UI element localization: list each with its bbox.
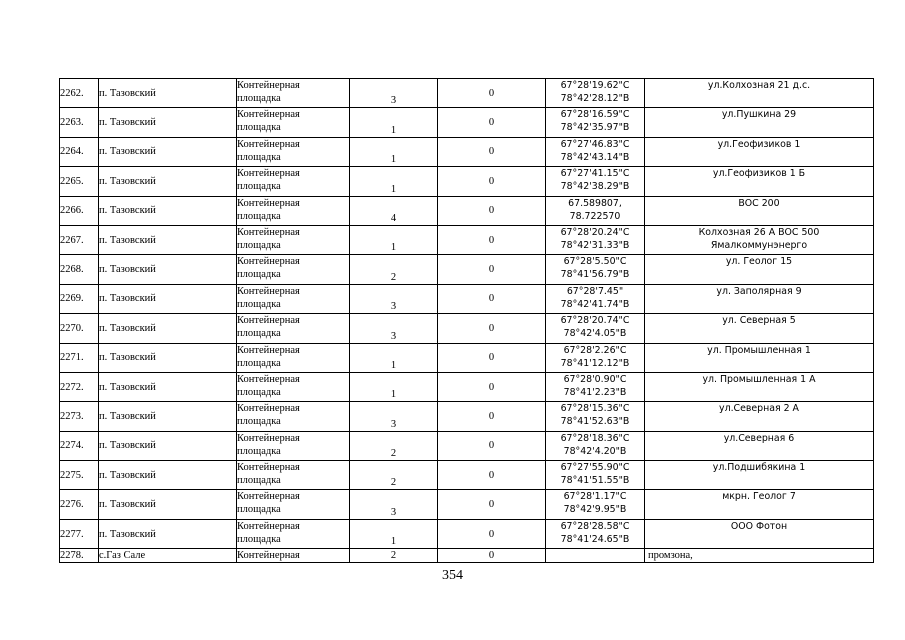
row-number-text: 2266. xyxy=(60,205,84,217)
settlement-cell-text: п. Тазовский xyxy=(99,322,156,334)
container-count-cell-text: 1 xyxy=(390,183,397,195)
row-number-text: 2272. xyxy=(60,381,84,393)
coordinates-cell-text: 78°42'9.95"В xyxy=(563,504,627,516)
coordinates-cell-text: 67°28'20.24"С xyxy=(560,226,630,238)
zero-cell-text: 0 xyxy=(488,87,495,99)
object-type-cell-text: Контейнерная xyxy=(237,491,300,503)
settlement-cell xyxy=(99,519,237,548)
object-type-cell-text: Контейнерная xyxy=(237,80,300,91)
coordinates-cell-text: 78°42'38.29"В xyxy=(560,181,630,193)
table-row xyxy=(60,519,874,548)
settlement-cell-text: п. Тазовский xyxy=(99,528,156,540)
address-cell-text: ул.Геофизиков 1 xyxy=(717,138,801,150)
settlement-cell xyxy=(99,225,237,254)
table-row xyxy=(60,108,874,137)
object-type-cell xyxy=(237,255,350,284)
settlement-cell-text: п. Тазовский xyxy=(99,381,156,393)
coordinates-cell-text: 78°41'12.12"В xyxy=(560,357,630,369)
coordinates-cell-text: 67°28'15.36"С xyxy=(560,403,630,415)
settlement-cell xyxy=(99,343,237,372)
zero-cell-text: 0 xyxy=(488,550,495,562)
container-count-cell-text: 2 xyxy=(390,550,397,562)
zero-cell xyxy=(438,196,546,225)
object-type-cell-text: площадка xyxy=(237,93,281,104)
row-number-text: 2268. xyxy=(60,264,84,276)
zero-cell xyxy=(438,167,546,196)
coordinates-cell-text: 67°27'55.90"С xyxy=(560,462,630,474)
settlement-cell-text: п. Тазовский xyxy=(99,87,156,99)
row-number xyxy=(60,167,99,196)
zero-cell-text: 0 xyxy=(488,528,495,540)
container-count-cell-text: 1 xyxy=(390,536,397,548)
zero-cell-text: 0 xyxy=(488,381,495,393)
object-type-cell-text: Контейнерная xyxy=(237,462,300,474)
object-type-cell-text: площадка xyxy=(237,122,281,134)
coordinates-cell xyxy=(546,461,645,490)
zero-cell xyxy=(438,225,546,254)
settlement-cell-text: п. Тазовский xyxy=(99,175,156,187)
object-type-cell xyxy=(237,196,350,225)
table-row xyxy=(60,167,874,196)
page-number: 354 xyxy=(442,568,463,583)
settlement-cell-text: с.Газ Сале xyxy=(99,550,146,562)
address-cell-text: ООО Фотон xyxy=(730,520,788,532)
settlement-cell-text: п. Тазовский xyxy=(99,264,156,276)
object-type-cell xyxy=(237,549,350,563)
zero-cell-text: 0 xyxy=(488,499,495,511)
coordinates-cell-text: 67°28'0.90"С xyxy=(563,373,627,385)
container-count-cell-text: 1 xyxy=(390,242,397,254)
address-cell xyxy=(645,431,874,460)
object-type-cell-text: площадка xyxy=(237,475,281,487)
settlement-cell xyxy=(99,167,237,196)
container-count-cell xyxy=(350,372,438,401)
coordinates-cell xyxy=(546,137,645,166)
settlement-cell-text: п. Тазовский xyxy=(99,117,156,129)
row-number-text: 2276. xyxy=(60,499,84,511)
coordinates-cell xyxy=(546,108,645,137)
coordinates-cell-text: 78°41'2.23"В xyxy=(563,386,627,398)
object-type-cell xyxy=(237,314,350,343)
address-cell-text: Ямалкоммунэнерго xyxy=(710,239,808,251)
zero-cell xyxy=(438,431,546,460)
coordinates-cell xyxy=(546,314,645,343)
address-cell xyxy=(645,343,874,372)
coordinates-cell-text: 78°42'35.97"В xyxy=(560,122,630,134)
address-cell xyxy=(645,314,874,343)
object-type-cell-text: площадка xyxy=(237,357,281,369)
address-cell-text: ул.Геофизиков 1 Б xyxy=(712,168,806,180)
container-count-cell-text: 1 xyxy=(390,124,397,136)
settlement-cell-text: п. Тазовский xyxy=(99,146,156,158)
zero-cell-text: 0 xyxy=(488,234,495,246)
zero-cell xyxy=(438,549,546,563)
object-type-cell-text: Контейнерная xyxy=(237,315,300,327)
object-type-cell-text: Контейнерная xyxy=(237,373,300,385)
zero-cell-text: 0 xyxy=(488,117,495,129)
coordinates-cell xyxy=(546,519,645,548)
address-cell-text: ул.Колхозная 21 д.с. xyxy=(707,80,811,91)
coordinates-cell xyxy=(546,284,645,313)
zero-cell-text: 0 xyxy=(488,440,495,452)
container-count-cell xyxy=(350,431,438,460)
object-type-cell-text: площадка xyxy=(237,504,281,516)
coordinates-cell xyxy=(546,196,645,225)
coordinates-cell-text: 67.589807, xyxy=(568,197,622,209)
object-type-cell-text: площадка xyxy=(237,416,281,428)
address-cell xyxy=(645,255,874,284)
zero-cell xyxy=(438,108,546,137)
row-number xyxy=(60,372,99,401)
object-type-cell-text: площадка xyxy=(237,181,281,193)
settlement-cell xyxy=(99,284,237,313)
settlement-cell xyxy=(99,431,237,460)
container-count-cell-text: 2 xyxy=(390,271,397,283)
object-type-cell xyxy=(237,108,350,137)
container-count-cell-text: 3 xyxy=(390,95,397,107)
settlement-cell xyxy=(99,255,237,284)
coordinates-cell xyxy=(546,431,645,460)
object-type-cell xyxy=(237,225,350,254)
container-count-cell xyxy=(350,314,438,343)
object-type-cell-text: Контейнерная xyxy=(237,432,300,444)
object-type-cell-text: Контейнерная xyxy=(237,138,300,150)
object-type-cell-text: площадка xyxy=(237,269,281,281)
zero-cell xyxy=(438,137,546,166)
object-type-cell xyxy=(237,79,350,108)
address-cell xyxy=(645,225,874,254)
settlement-cell-text: п. Тазовский xyxy=(99,469,156,481)
address-cell-text: ул.Подшибякина 1 xyxy=(712,462,806,474)
object-type-cell xyxy=(237,343,350,372)
container-count-cell xyxy=(350,284,438,313)
settlement-cell xyxy=(99,402,237,431)
settlement-cell-text: п. Тазовский xyxy=(99,440,156,452)
address-cell-text: ВОС 200 xyxy=(738,197,780,209)
zero-cell xyxy=(438,490,546,519)
row-number xyxy=(60,343,99,372)
row-number xyxy=(60,549,99,563)
zero-cell xyxy=(438,402,546,431)
settlement-cell-text: п. Тазовский xyxy=(99,234,156,246)
address-cell-text: промзона, xyxy=(648,550,693,562)
zero-cell xyxy=(438,284,546,313)
address-cell xyxy=(645,284,874,313)
zero-cell-text: 0 xyxy=(488,410,495,422)
coordinates-cell-text: 78.722570 xyxy=(569,210,621,222)
container-count-cell xyxy=(350,137,438,166)
row-number-text: 2270. xyxy=(60,322,84,334)
address-cell xyxy=(645,402,874,431)
row-number-text: 2269. xyxy=(60,293,84,305)
row-number-text: 2264. xyxy=(60,146,84,158)
container-count-cell xyxy=(350,402,438,431)
row-number xyxy=(60,402,99,431)
coordinates-cell-text: 67°28'18.36"С xyxy=(560,432,630,444)
coordinates-cell-text: 78°42'28.12"В xyxy=(560,93,630,104)
table-row xyxy=(60,314,874,343)
settlement-cell-text: п. Тазовский xyxy=(99,410,156,422)
address-cell xyxy=(645,461,874,490)
object-type-cell-text: площадка xyxy=(237,239,281,251)
address-cell-text: ул. Заполярная 9 xyxy=(716,285,802,297)
row-number-text: 2263. xyxy=(60,117,84,129)
object-type-cell-text: Контейнерная xyxy=(237,344,300,356)
address-cell-text: ул.Пушкина 29 xyxy=(721,109,797,121)
address-cell xyxy=(645,372,874,401)
coordinates-cell-text: 78°41'52.63"В xyxy=(560,416,630,428)
address-cell xyxy=(645,137,874,166)
row-number xyxy=(60,519,99,548)
row-number-text: 2275. xyxy=(60,469,84,481)
row-number-text: 2262. xyxy=(60,87,84,99)
address-cell xyxy=(645,519,874,548)
container-count-cell xyxy=(350,490,438,519)
container-count-cell xyxy=(350,343,438,372)
address-cell xyxy=(645,196,874,225)
address-cell-text: Колхозная 26 А ВОС 500 xyxy=(698,226,820,238)
object-type-cell-text: Контейнерная xyxy=(237,520,300,532)
container-count-cell xyxy=(350,196,438,225)
coordinates-cell xyxy=(546,225,645,254)
container-count-cell xyxy=(350,79,438,108)
settlement-cell-text: п. Тазовский xyxy=(99,293,156,305)
settlement-cell-text: п. Тазовский xyxy=(99,205,156,217)
coordinates-cell-text: 78°41'51.55"В xyxy=(560,475,630,487)
settlement-cell xyxy=(99,79,237,108)
row-number xyxy=(60,79,99,108)
object-type-cell-text: площадка xyxy=(237,445,281,457)
zero-cell xyxy=(438,79,546,108)
row-number xyxy=(60,108,99,137)
container-count-cell xyxy=(350,225,438,254)
object-type-cell-text: Контейнерная xyxy=(237,285,300,297)
object-type-cell-text: площадка xyxy=(237,328,281,340)
zero-cell xyxy=(438,519,546,548)
row-number xyxy=(60,431,99,460)
coordinates-cell-text: 78°42'43.14"В xyxy=(560,151,630,163)
object-type-cell xyxy=(237,372,350,401)
address-cell-text: ул.Северная 2 А xyxy=(719,403,799,415)
coordinates-cell-text: 67°28'20.74"С xyxy=(560,315,630,327)
address-cell xyxy=(645,79,874,108)
object-type-cell-text: площадка xyxy=(237,298,281,310)
row-number xyxy=(60,225,99,254)
container-count-cell-text: 2 xyxy=(390,448,397,460)
row-number xyxy=(60,284,99,313)
object-type-cell xyxy=(237,490,350,519)
container-count-cell xyxy=(350,549,438,563)
table-row xyxy=(60,225,874,254)
table-row xyxy=(60,255,874,284)
object-type-cell xyxy=(237,167,350,196)
object-type-cell-text: Контейнерная xyxy=(237,109,300,121)
coordinates-cell-text: 67°27'41.15"С xyxy=(560,168,630,180)
row-number xyxy=(60,196,99,225)
coordinates-cell-text: 67°28'2.26"С xyxy=(563,344,627,356)
coordinates-cell xyxy=(546,490,645,519)
object-type-cell-text: Контейнерная xyxy=(237,256,300,268)
table-row xyxy=(60,196,874,225)
table-row xyxy=(60,284,874,313)
address-cell-text: ул. Промышленная 1 xyxy=(707,344,811,356)
row-number-text: 2274. xyxy=(60,440,84,452)
row-number-text: 2265. xyxy=(60,175,84,187)
settlement-cell xyxy=(99,461,237,490)
address-cell xyxy=(645,167,874,196)
row-number-text: 2273. xyxy=(60,410,84,422)
object-type-cell-text: Контейнерная xyxy=(237,168,300,180)
row-number xyxy=(60,137,99,166)
coordinates-cell xyxy=(546,255,645,284)
address-cell-text: ул. Промышленная 1 А xyxy=(702,373,816,385)
row-number-text: 2278. xyxy=(60,550,84,562)
zero-cell-text: 0 xyxy=(488,293,495,305)
coordinates-cell xyxy=(546,402,645,431)
coordinates-cell-text: 67°28'28.58"С xyxy=(560,520,630,532)
address-cell xyxy=(645,490,874,519)
container-count-cell-text: 3 xyxy=(390,506,397,518)
zero-cell-text: 0 xyxy=(488,264,495,276)
coordinates-cell-text: 78°41'56.79"В xyxy=(560,269,630,281)
coordinates-cell-text: 67°28'5.50"С xyxy=(563,256,627,268)
address-cell xyxy=(645,549,874,563)
coordinates-cell xyxy=(546,549,645,563)
table-row xyxy=(60,402,874,431)
table-row xyxy=(60,431,874,460)
object-type-cell xyxy=(237,137,350,166)
coordinates-cell-text: 78°42'4.20"В xyxy=(563,445,627,457)
table-row xyxy=(60,343,874,372)
table-row xyxy=(60,137,874,166)
row-number xyxy=(60,490,99,519)
registry-table-body xyxy=(60,79,874,563)
object-type-cell-text: площадка xyxy=(237,386,281,398)
coordinates-cell xyxy=(546,372,645,401)
table-row xyxy=(60,461,874,490)
object-type-cell-text: площадка xyxy=(237,533,281,545)
settlement-cell xyxy=(99,108,237,137)
container-count-cell-text: 3 xyxy=(390,418,397,430)
coordinates-cell-text: 67°28'7.45" xyxy=(566,285,624,297)
object-type-cell-text: площадка xyxy=(237,210,281,222)
settlement-cell-text: п. Тазовский xyxy=(99,352,156,364)
zero-cell xyxy=(438,255,546,284)
object-type-cell xyxy=(237,431,350,460)
address-cell xyxy=(645,108,874,137)
object-type-cell-text: Контейнерная xyxy=(237,197,300,209)
object-type-cell-text: Контейнерная xyxy=(237,550,300,562)
object-type-cell-text: Контейнерная xyxy=(237,226,300,238)
table-row xyxy=(60,79,874,108)
zero-cell-text: 0 xyxy=(488,322,495,334)
table-row xyxy=(60,549,874,563)
settlement-cell xyxy=(99,137,237,166)
zero-cell xyxy=(438,372,546,401)
object-type-cell-text: Контейнерная xyxy=(237,403,300,415)
zero-cell-text: 0 xyxy=(488,175,495,187)
coordinates-cell-text: 67°28'19.62"С xyxy=(560,80,630,91)
row-number xyxy=(60,314,99,343)
settlement-cell xyxy=(99,314,237,343)
container-count-cell-text: 1 xyxy=(390,389,397,401)
address-cell-text: ул. Геолог 15 xyxy=(725,256,793,268)
coordinates-cell xyxy=(546,167,645,196)
coordinates-cell-text: 78°42'41.74"В xyxy=(560,298,630,310)
row-number-text: 2271. xyxy=(60,352,84,364)
container-count-cell xyxy=(350,108,438,137)
table-row xyxy=(60,490,874,519)
object-type-cell xyxy=(237,284,350,313)
container-count-cell-text: 3 xyxy=(390,330,397,342)
settlement-cell xyxy=(99,196,237,225)
coordinates-cell xyxy=(546,79,645,108)
row-number-text: 2267. xyxy=(60,234,84,246)
container-count-cell xyxy=(350,255,438,284)
coordinates-cell-text: 78°42'4.05"В xyxy=(563,328,627,340)
table-row xyxy=(60,372,874,401)
address-cell-text: ул. Северная 5 xyxy=(722,315,796,327)
coordinates-cell-text: 78°41'24.65"В xyxy=(560,533,630,545)
registry-table xyxy=(59,78,874,563)
object-type-cell xyxy=(237,461,350,490)
container-count-cell-text: 2 xyxy=(390,477,397,489)
coordinates-cell-text: 78°42'31.33"В xyxy=(560,239,630,251)
object-type-cell xyxy=(237,519,350,548)
zero-cell xyxy=(438,314,546,343)
object-type-cell xyxy=(237,402,350,431)
container-count-cell-text: 1 xyxy=(390,359,397,371)
row-number xyxy=(60,461,99,490)
container-count-cell-text: 4 xyxy=(390,212,397,224)
coordinates-cell-text: 67°28'16.59"С xyxy=(560,109,630,121)
container-count-cell xyxy=(350,519,438,548)
coordinates-cell-text: 67°27'46.83"С xyxy=(560,138,630,150)
container-count-cell-text: 1 xyxy=(390,154,397,166)
row-number-text: 2277. xyxy=(60,528,84,540)
settlement-cell xyxy=(99,490,237,519)
settlement-cell xyxy=(99,549,237,563)
settlement-cell xyxy=(99,372,237,401)
address-cell-text: ул.Северная 6 xyxy=(723,432,795,444)
zero-cell-text: 0 xyxy=(488,146,495,158)
settlement-cell-text: п. Тазовский xyxy=(99,499,156,511)
coordinates-cell-text: 67°28'1.17"С xyxy=(563,491,627,503)
row-number xyxy=(60,255,99,284)
address-cell-text: мкрн. Геолог 7 xyxy=(722,491,796,503)
zero-cell xyxy=(438,343,546,372)
coordinates-cell xyxy=(546,343,645,372)
zero-cell-text: 0 xyxy=(488,352,495,364)
container-count-cell xyxy=(350,461,438,490)
zero-cell xyxy=(438,461,546,490)
container-count-cell-text: 3 xyxy=(390,301,397,313)
zero-cell-text: 0 xyxy=(488,205,495,217)
container-count-cell xyxy=(350,167,438,196)
object-type-cell-text: площадка xyxy=(237,151,281,163)
zero-cell-text: 0 xyxy=(488,469,495,481)
